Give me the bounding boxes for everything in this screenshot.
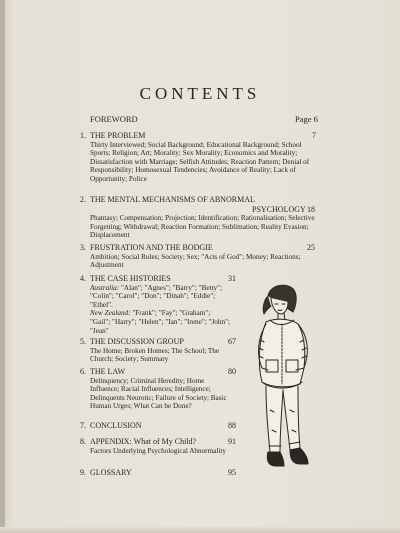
toc-entry-8-detail: Factors Underlying Psychological Abnormality: [90, 446, 226, 455]
toc-entry-8: 8. APPENDIX: What of My Child? Factors Underlying Psychological Abnormality: [80, 437, 230, 455]
toc-entry-9: 9. GLOSSARY: [80, 468, 132, 477]
toc-entry-4-page: 31: [228, 274, 236, 283]
toc-entry-6-page: 80: [228, 367, 236, 376]
toc-entry-7: 7. CONCLUSION: [80, 421, 142, 430]
toc-entry-2-detail: Phantasy; Compensation; Projection; Identification; Rationalisation; Selective Forgetting; Withdrawal; Reaction Formation; Sublimation; Reality Evasion; Displacement: [90, 214, 315, 240]
toc-entry-2-page: 18: [307, 205, 315, 214]
toc-entry-3: 3. FRUSTRATION AND THE BODGIE Ambition; Social Rules; Society; Sex; "Acts of God"; Money; Reactions; Adjustment: [80, 243, 320, 270]
toc-entry-1: 1. THE PROBLEM Thirty Interviewed; Social Background; Educational Background; School Sports; Religion; Art; Morality; Sex Morality; Economics and Morality; Dissatisfaction with Marriage; Selfish Attitudes; Reaction Pattern; Denial of Responsibility; Homosexual Tendencies; Avoidance of Reality; Lack of Opportunity; Police: [80, 131, 320, 184]
toc-foreword: FOREWORD: [90, 114, 138, 124]
toc-entry-6: 6. THE LAW Delinquency; Criminal Heredity; Home Influence; Racial Influences; Intelligence; Delinquents Neurotic; Failure of Society; Basic Human Urges; What Can be Done?: [80, 367, 230, 411]
toc-entry-3-detail: Ambition; Social Rules; Society; Sex; "Acts of God"; Money; Reactions; Adjustment: [90, 252, 301, 270]
toc-entry-1-page: 7: [312, 131, 316, 140]
toc-foreword-page: Page 6: [295, 114, 318, 124]
toc-entry-4-detail: Australia: "Alan"; "Agnes"; "Barry"; "Betty"; "Colin"; "Carol"; "Don"; "Dinah"; "Eddie"; "Ethel". New Zealand: "Frank"; "Fay"; "Graham"; "Gail"; "Harry"; "Helen"; "Ian"; "Irene"; "John"; "Jean": [90, 283, 230, 335]
toc-entry-1-detail: Thirty Interviewed; Social Background; Educational Background; School Sports; Religion; Art; Morality; Sex Morality; Economics and Morality; Dissatisfaction with Marriage; Selfish Attitudes; Reaction Pattern; Denial of Responsibility; Homosexual Tendencies; Avoidance of Reality; Lack of Opportunity; Police: [90, 140, 310, 183]
page-bottom-edge: [0, 527, 400, 533]
toc-entry-5: 5. THE DISCUSSION GROUP The Home; Broken Homes; The School; The Church; Society; Summary: [80, 337, 230, 364]
toc-entry-7-page: 88: [228, 421, 236, 430]
page-title: CONTENTS: [139, 84, 261, 103]
toc-entry-3-page: 25: [307, 243, 315, 252]
toc-entry-2: 2. THE MENTAL MECHANISMS OF ABNORMAL PSYCHOLOGY Phantasy; Compensation; Projection; Identification; Rationalisation; Selective Forgetting; Withdrawal; Reaction Formation; Sublimation; Reality Evasion; Displacement: [80, 195, 320, 240]
girl-illustration: [238, 280, 328, 480]
page-binding-edge: [0, 0, 5, 533]
toc-entry-5-page: 67: [228, 337, 236, 346]
toc-entry-9-page: 95: [228, 468, 236, 477]
toc-entry-4: 4. THE CASE HISTORIES Australia: "Alan"; "Agnes"; "Barry"; "Betty"; "Colin"; "Carol"; "Don"; "Dinah"; "Eddie"; "Ethel". New Zealand: "Frank"; "Fay"; "Graham"; "Gail"; "Harry"; "Helen"; "Ian"; "Irene"; "John"; "Jean": [80, 274, 230, 335]
toc-entry-6-detail: Delinquency; Criminal Heredity; Home Influence; Racial Influences; Intelligence; Delinquents Neurotic; Failure of Society; Basic Human Urges; What Can be Done?: [90, 376, 227, 411]
toc-entry-8-page: 91: [228, 437, 236, 446]
toc-entry-5-detail: The Home; Broken Homes; The School; The Church; Society; Summary: [90, 346, 220, 364]
